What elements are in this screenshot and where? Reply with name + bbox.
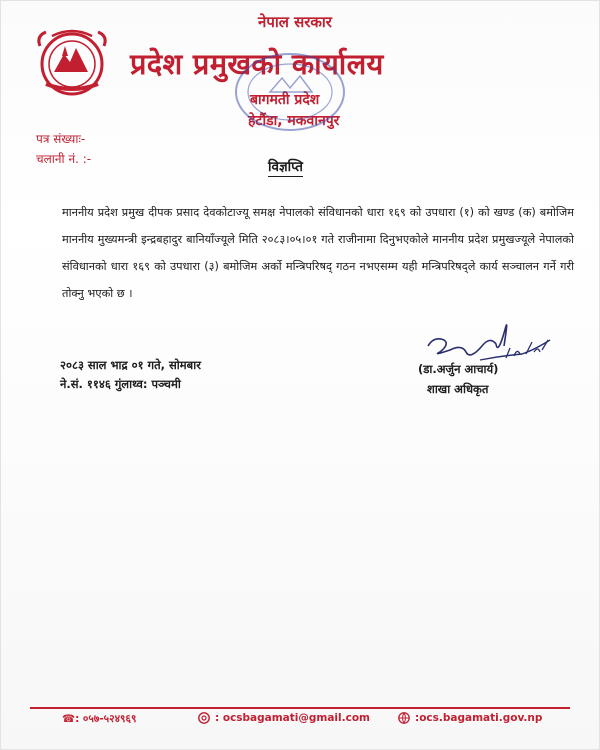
footer-website[interactable] <box>398 712 542 724</box>
email-icon <box>198 712 210 724</box>
date-ns: ने.सं. ११४६ गुंलाथ्व: पञ्चमी <box>60 377 181 391</box>
notice-body: माननीय प्रदेश प्रमुख दीपक प्रसाद देवकोटाज्यू समक्ष नेपालको संविधानको धारा १६९ को उपधारा (१) को खण्ड (क) बमोजिम माननीय मुख्यमन्त्री इन्द्रबहादुर बानियाँज्यूले मिति २०८३।०५।०१ गते राजीनामा दिनुभएकोले माननीय प्रदेश प्रमुखज्यूले नेपालको संविधानको धारा १६९ को उपधारा (३) बमोजिम अर्को मन्त्रिपरिषद् गठन नभएसम्म यही मन्त्रिपरिषद्ले कार्य सञ्चालन गर्ने गरी तोक्नु भएको छ । <box>62 206 574 300</box>
letter-number-label: पत्र संख्याः- <box>36 132 86 146</box>
office-stamp-icon <box>230 48 350 136</box>
signatory-name: (डा.अर्जुन आचार्य) <box>418 362 499 376</box>
date-bs: २०८३ साल भाद्र ०१ गते, सोमबार <box>60 358 201 372</box>
web-icon <box>398 712 410 724</box>
notice-title: विज्ञप्ति <box>268 159 304 175</box>
office-name: प्रदेश प्रमुखको कार्यालय <box>130 47 384 81</box>
footer-phone <box>62 712 136 726</box>
footer-website-text: :ocs.bagamati.gov.np <box>415 712 543 724</box>
province-name: बागमती प्रदेश <box>250 92 320 108</box>
footer-divider <box>30 707 570 709</box>
signatory-role: शाखा अधिकृत <box>427 382 489 396</box>
office-location: हेटौंडा, मकवानपुर <box>248 113 340 129</box>
nepal-emblem-icon <box>32 26 112 98</box>
footer-email[interactable] <box>198 712 370 724</box>
dispatch-number-label: चलानी नं. :- <box>36 152 92 166</box>
footer-phone-text: ☎: ०५७-५२४९६९ <box>62 713 137 725</box>
government-name: नेपाल सरकार <box>258 13 332 31</box>
footer-email-text: : ocsbagamati@gmail.com <box>215 712 370 724</box>
